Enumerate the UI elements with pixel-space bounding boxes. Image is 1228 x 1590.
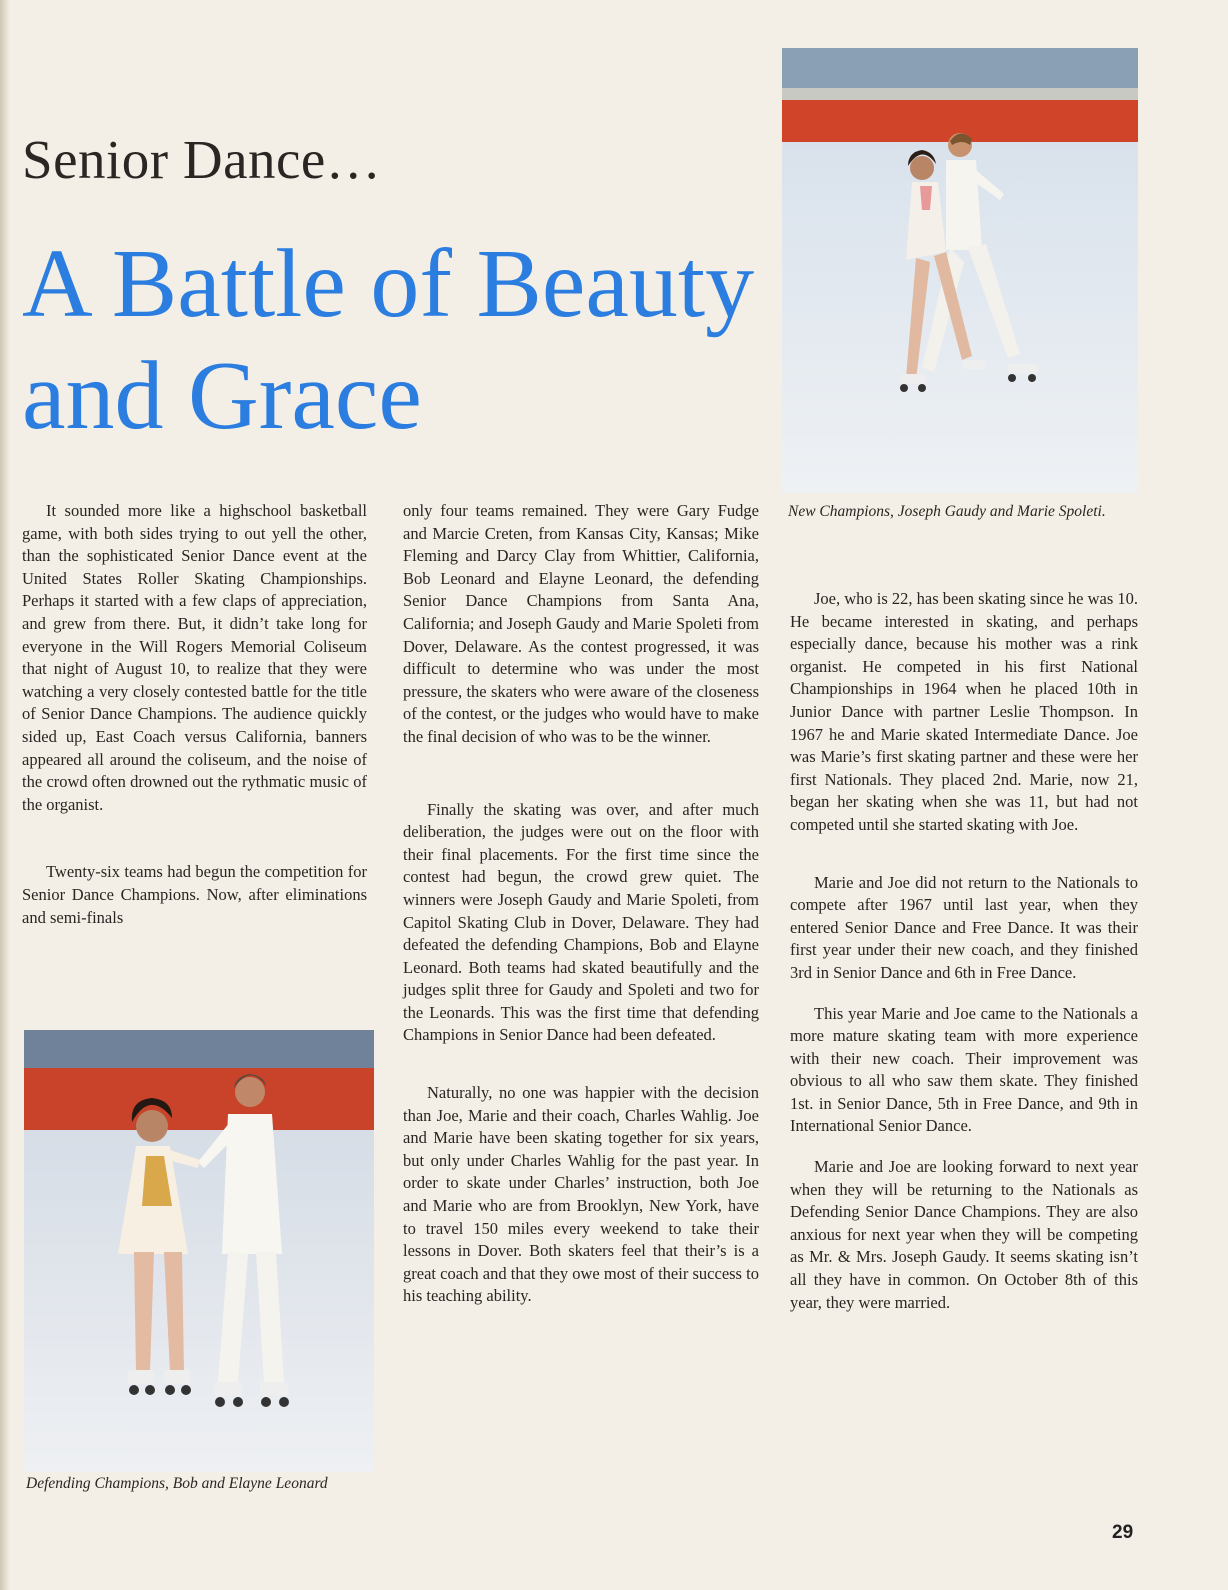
photo-defending-champions-image (24, 1030, 374, 1472)
article-column-3 (790, 588, 1138, 1314)
page-spine-shadow (0, 0, 10, 1590)
photo-new-champions-image (782, 48, 1138, 493)
article-headline: A Battle of Beauty and Grace (22, 230, 755, 450)
article-kicker: Senior Dance… (22, 129, 382, 190)
arena-stands (782, 48, 1138, 88)
article-paragraph: Naturally, no one was happier with the decision than Joe, Marie and their coach, Charles Wahlig. Joe and Marie have been skating together for six years, but only under Charles Wahlig for the past year. In order to skate under Charles’ instruction, both Joe and Marie who are from Brooklyn, New York, have to travel 150 miles every weekend to take their lessons in Dover. Both skaters feel that their’s is a great coach and that they owe most of their success to his teaching ability. (403, 1083, 759, 1306)
photo-defending-champions (24, 1030, 374, 1472)
photo-caption-defending-champions: Defending Champions, Bob and Elayne Leonard (26, 1475, 328, 1492)
page-number: 29 (1112, 1522, 1134, 1543)
article-paragraph: Twenty-six teams had begun the competition for Senior Dance Champions. Now, after eliminations and semi-finals (22, 862, 367, 927)
photo-caption-new-champions: New Champions, Joseph Gaudy and Marie Spoleti. (788, 503, 1106, 520)
article-paragraph: Finally the skating was over, and after much deliberation, the judges were out on the floor with their final placements. For the first time since the contest had begun, the crowd grew quiet. The winners were Joseph Gaudy and Marie Spoleti, from Capitol Skating Club in Dover, Delaware. They had defeated the defending Champions, Bob and Elayne Leonard. Both teams had skated beautifully and the judges split three for Gaudy and Spoleti and two for the Leonards. This was the first time that defending Champions in Senior Dance had been defeated. (403, 799, 759, 1045)
article-paragraph: This year Marie and Joe came to the Nationals a more mature skating team with more experience with their new coach. Their improvement was obvious to all who saw them skate. They finished 1st. in Senior Dance, 5th in Free Dance, and 9th in International Senior Dance. (790, 1003, 1138, 1136)
rink-wall (24, 1068, 374, 1130)
article-paragraph: It sounded more like a highschool basketball game, with both sides trying to out yell the other, than the sophisticated Senior Dance event at the United States Roller Skating Championships. Perhaps it started with a few claps of appreciation, and grew from there. But, it didn’t take long for everyone in the Will Rogers Memorial Coliseum that night of August 10, to realize that they were watching a very closely contested battle for the title of Senior Dance Champions. The audience quickly sided up, East Coach versus California, banners appeared all around the coliseum, and the noise of the crowd often drowned out the rythmatic music of the organist. (22, 501, 367, 814)
article-paragraph: Marie and Joe are looking forward to next year when they will be returning to the Nationals as Defending Senior Dance Champions. They are also anxious for next year when they will be competing as Mr. & Mrs. Joseph Gaudy. It seems skating isn’t all they have in common. On October 8th of this year, they were married. (790, 1157, 1138, 1312)
rink-floor (24, 1130, 374, 1472)
arena-stands (24, 1030, 374, 1068)
rink-wall-trim (782, 88, 1138, 100)
article-paragraph: only four teams remained. They were Gary Fudge and Marcie Creten, from Kansas City, Kansas; Mike Fleming and Darcy Clay from Whittier, California, Bob Leonard and Elayne Leonard, the defending Senior Dance Champions from Santa Ana, California; and Joseph Gaudy and Marie Spoleti from Dover, Delaware. As the contest progressed, it was difficult to determine who was under the most pressure, the skaters who were aware of the closeness of the contest, or the judges who would have to make the final decision of who was to be the winner. (403, 501, 759, 746)
article-column-2 (403, 500, 759, 1308)
article-paragraph: Marie and Joe did not return to the Nationals to compete after 1967 until last year, when they entered Senior Dance and Free Dance. It was their first year under their new coach, and they finished 3rd in Senior Dance and 6th in Free Dance. (790, 872, 1138, 982)
photo-new-champions (782, 48, 1138, 493)
article-column-1 (22, 500, 367, 929)
article-paragraph: Joe, who is 22, has been skating since he was 10. He became interested in skating, and perhaps especially dance, because his mother was a rink organist. He competed in his first National Championships in 1964 when he placed 10th in Junior Dance with partner Leslie Thompson. In 1967 he and Marie skated Intermediate Dance. Joe was Marie’s first skating partner and these were her first Nationals. They placed 2nd. Marie, now 21, began her skating when she was 11, but had not competed until she started skating with Joe. (790, 589, 1138, 834)
